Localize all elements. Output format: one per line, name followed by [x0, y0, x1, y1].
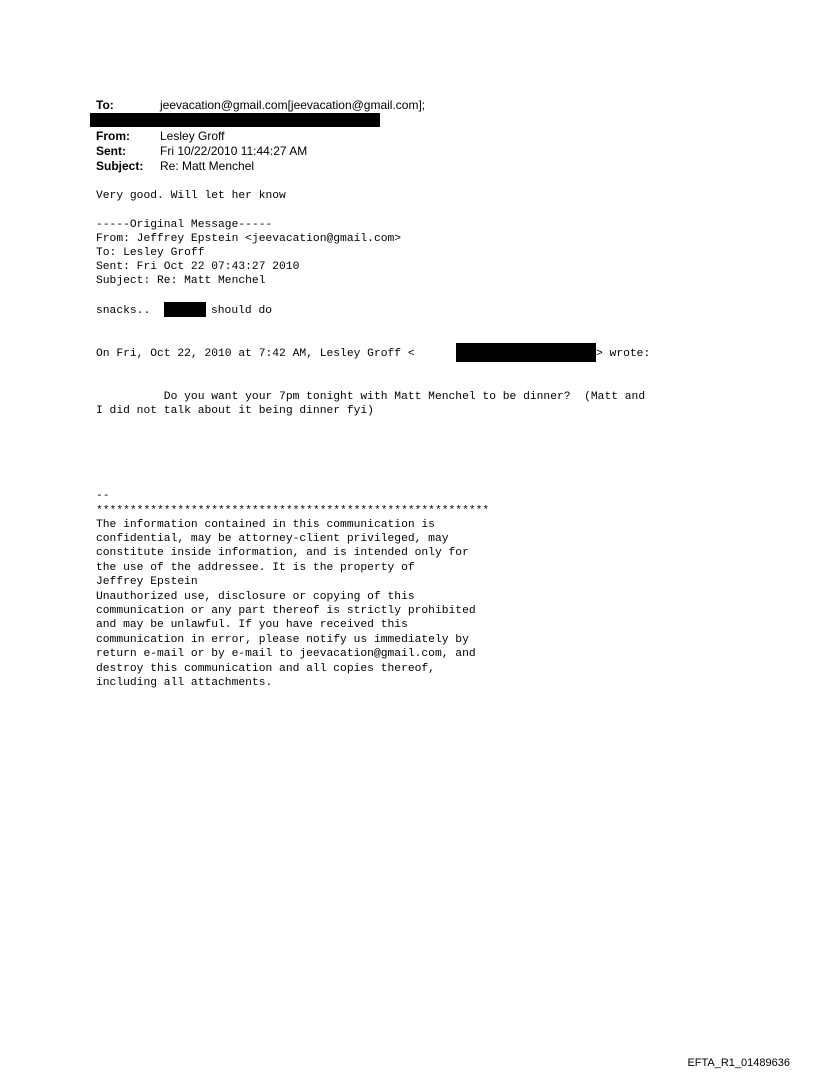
document-id: EFTA_R1_01489636 [687, 1057, 790, 1069]
quote-attribution-suffix: > wrote: [596, 348, 651, 360]
original-message-divider: -----Original Message----- [96, 219, 273, 231]
disclaimer-line: Jeffrey Epstein [96, 576, 198, 588]
signature-dashes: -- [96, 490, 110, 502]
disclaimer-line: including all attachments. [96, 677, 273, 689]
to-label: To: [96, 98, 114, 112]
original-sent: Sent: Fri Oct 22 07:43:27 2010 [96, 261, 300, 273]
quoted-line-1: Do you want your 7pm tonight with Matt Menchel to be dinner? (Matt and [96, 391, 646, 403]
disclaimer-line: The information contained in this communication is [96, 519, 435, 531]
disclaimer-line: Unauthorized use, disclosure or copying of this [96, 591, 415, 603]
sent-value: Fri 10/22/2010 11:44:27 AM [160, 144, 308, 158]
disclaimer-line: confidential, may be attorney-client privileged, may [96, 533, 449, 545]
snacks-prefix: snacks.. [96, 305, 151, 317]
from-row [96, 129, 516, 143]
subject-label: Subject: [96, 159, 144, 173]
disclaimer-line: communication in error, please notify us immediately by [96, 634, 469, 646]
original-from: From: Jeffrey Epstein <jeevacation@gmail.com> [96, 233, 402, 245]
disclaimer-stars: ********************************************************** [96, 505, 490, 517]
quote-attribution-prefix: On Fri, Oct 22, 2010 at 7:42 AM, Lesley Groff < [96, 348, 415, 360]
subject-value: Re: Matt Menchel [160, 159, 255, 173]
subject-row [96, 159, 516, 173]
original-to: To: Lesley Groff [96, 247, 205, 259]
disclaimer-line: return e-mail or by e-mail to jeevacation@gmail.com, and [96, 648, 476, 660]
redaction-bar-email [456, 343, 596, 362]
snacks-suffix: should do [211, 305, 273, 317]
sent-label: Sent: [96, 144, 126, 158]
disclaimer-line: constitute inside information, and is intended only for [96, 547, 469, 559]
quoted-line-2: I did not talk about it being dinner fyi) [96, 405, 374, 417]
reply-text: Very good. Will let her know [96, 190, 286, 202]
disclaimer-line: and may be unlawful. If you have received this [96, 619, 408, 631]
disclaimer-line: communication or any part thereof is strictly prohibited [96, 605, 476, 617]
from-value: Lesley Groff [160, 129, 225, 143]
redaction-bar-recipient [90, 113, 380, 127]
redaction-bar-snacks [164, 302, 206, 317]
original-subject: Subject: Re: Matt Menchel [96, 275, 266, 287]
sent-row [96, 144, 516, 158]
to-value: jeevacation@gmail.com[jeevacation@gmail.com]; [160, 98, 426, 112]
disclaimer-line: destroy this communication and all copies thereof, [96, 663, 435, 675]
from-label: From: [96, 129, 130, 143]
to-row [96, 98, 516, 112]
disclaimer-line: the use of the addressee. It is the property of [96, 562, 415, 574]
